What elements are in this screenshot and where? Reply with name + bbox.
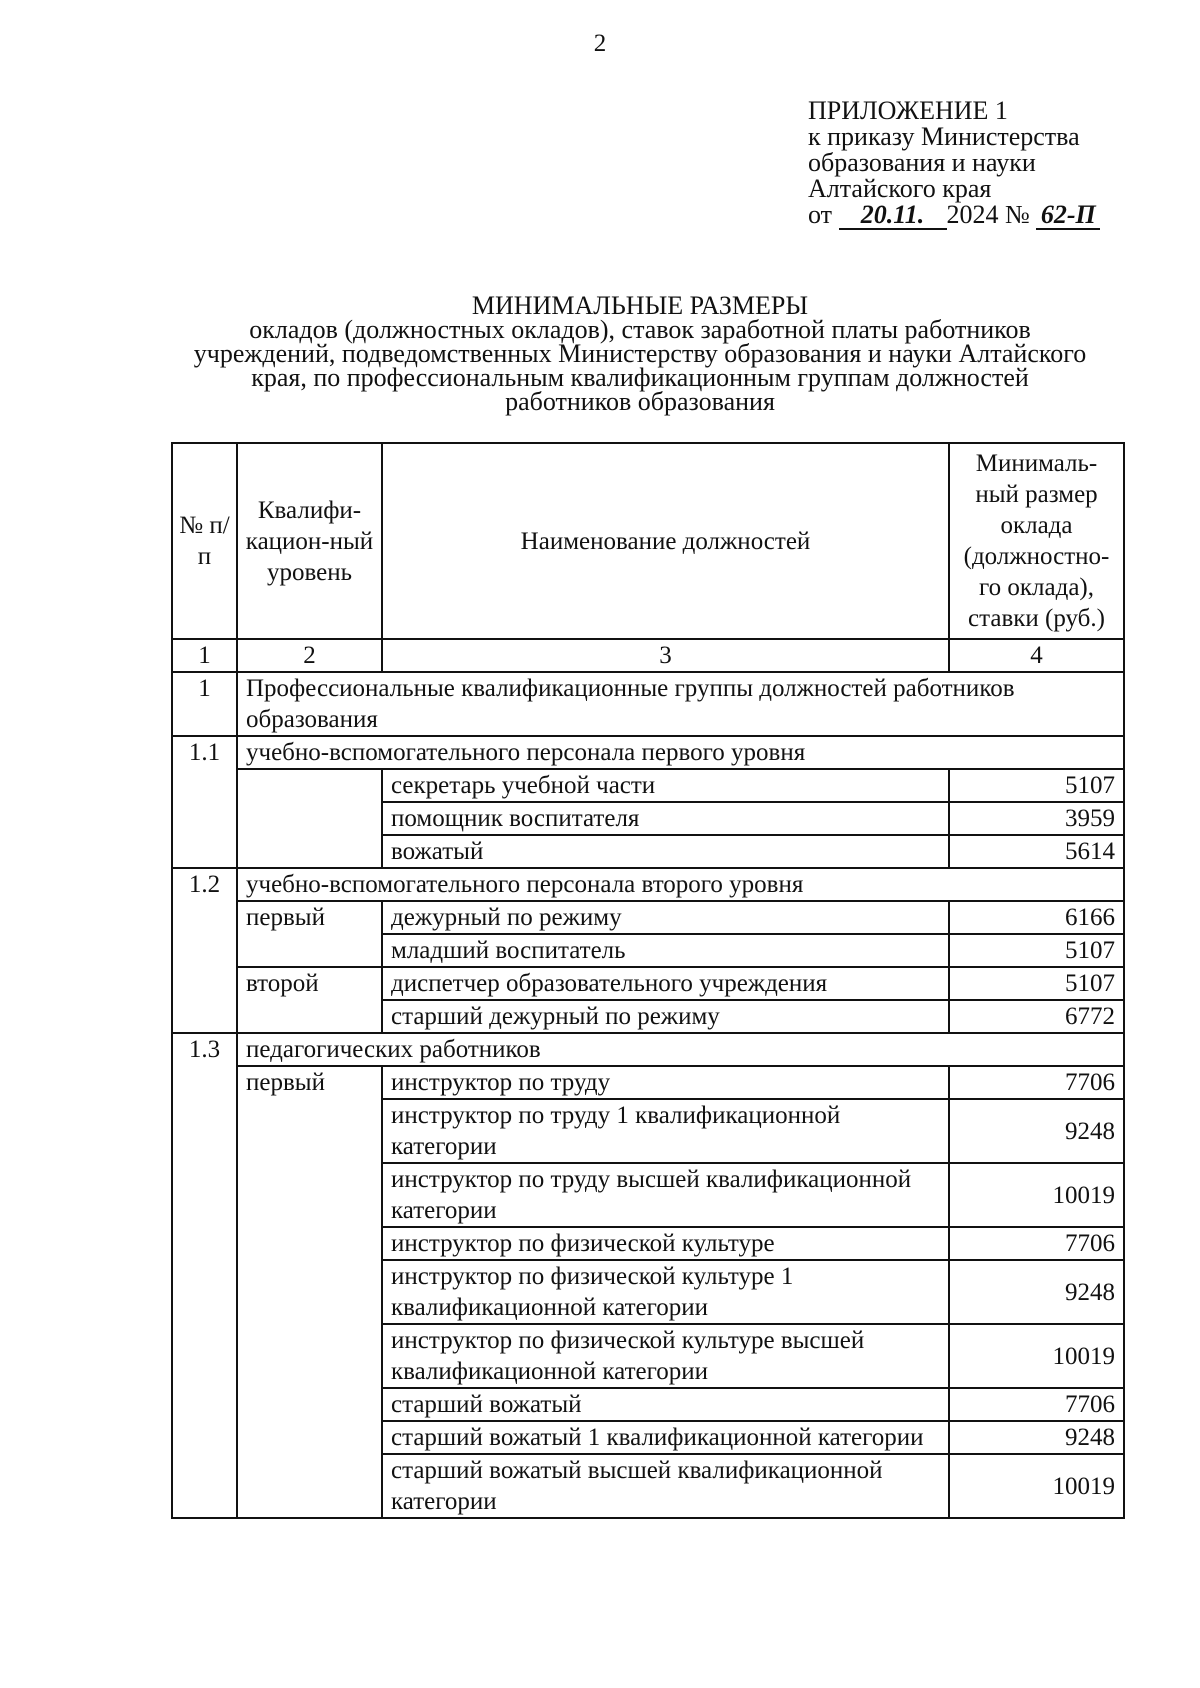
appendix-line-3: Алтайского края [808,174,992,203]
appendix-date-line [808,202,1188,230]
position-name: дежурный по режиму [382,901,949,934]
table-row [172,1324,1124,1388]
table-row [172,835,1124,868]
salary-value: 3959 [949,802,1124,835]
salary-value: 7706 [949,1388,1124,1421]
position-name: инструктор по труду 1 квалификационной категории [382,1099,949,1163]
position-name: помощник воспитателя [382,802,949,835]
date-prefix: от [808,200,833,229]
header-min-salary: Минималь-ный размер оклада (должностно-го оклада), ставки (руб.) [949,443,1124,639]
column-number: 1 [172,639,237,672]
table-row [172,1000,1124,1033]
table-row [172,1421,1124,1454]
qualification-level: первый [237,901,382,934]
column-number: 2 [237,639,382,672]
position-name: секретарь учебной части [382,769,949,802]
salary-table [171,442,1125,1519]
appendix-line-2: образования и науки [808,148,1036,177]
section-title: учебно-вспомогательного персонала второго уровня [237,868,1124,901]
table-header-row [172,443,1124,639]
handwritten-order-number: 62-П [1036,202,1100,230]
group-title: Профессиональные квалификационные группы должностей работников образования [237,672,1124,736]
header-number: № п/п [172,443,237,639]
table-row [172,934,1124,967]
section-row [172,1033,1124,1066]
salary-value: 10019 [949,1163,1124,1227]
position-name: старший вожатый высшей квалификационной категории [382,1454,949,1518]
column-number: 4 [949,639,1124,672]
position-name: инструктор по труду [382,1066,949,1099]
position-name: младший воспитатель [382,934,949,967]
position-name: инструктор по физической культуре [382,1227,949,1260]
table-row [172,1066,1124,1099]
salary-value: 5107 [949,934,1124,967]
position-name: инструктор по физической культуре высшей квалификационной категории [382,1324,949,1388]
position-name: инструктор по труду высшей квалификационной категории [382,1163,949,1227]
document-title: МИНИМАЛЬНЫЕ РАЗМЕРЫ [471,291,809,320]
document-subtitle-line-1: окладов (должностных окладов), ставок заработной платы работников [249,315,1031,344]
header-qualification-level: Квалифи-кацион-ный уровень [237,443,382,639]
salary-value: 6166 [949,901,1124,934]
document-subtitle-line-4: работников образования [505,387,775,416]
salary-value: 7706 [949,1066,1124,1099]
position-name: инструктор по физической культуре 1 квалификационной категории [382,1260,949,1324]
table-row [172,1163,1124,1227]
salary-value: 9248 [949,1260,1124,1324]
salary-value: 5107 [949,769,1124,802]
qualification-level: первый [237,1066,382,1099]
group-number: 1 [172,672,237,736]
appendix-block [808,98,1188,230]
qualification-level: второй [237,967,382,1000]
table-row [172,769,1124,802]
salary-value: 10019 [949,1324,1124,1388]
page-number: 2 [593,30,607,57]
table-row [172,1454,1124,1518]
table-row [172,802,1124,835]
salary-value: 5614 [949,835,1124,868]
table-row [172,1260,1124,1324]
table-row [172,901,1124,934]
document-subtitle-line-2: учреждений, подведомственных Министерству образования и науки Алтайского [193,339,1087,368]
date-year: 2024 № [946,200,1030,229]
handwritten-date: 20.11. [839,202,947,230]
position-name: старший дежурный по режиму [382,1000,949,1033]
position-name: вожатый [382,835,949,868]
section-title: педагогических работников [237,1033,1124,1066]
appendix-title: ПРИЛОЖЕНИЕ 1 [808,96,1008,125]
salary-value: 7706 [949,1227,1124,1260]
document-title-block [150,291,1130,416]
salary-value: 10019 [949,1454,1124,1518]
appendix-line-1: к приказу Министерства [808,122,1080,151]
section-title: учебно-вспомогательного персонала первого уровня [237,736,1124,769]
column-number-row [172,639,1124,672]
table-row [172,1227,1124,1260]
document-subtitle-line-3: края, по профессиональным квалификационным группам должностей [251,363,1029,392]
salary-value: 5107 [949,967,1124,1000]
group-row [172,672,1124,736]
section-number: 1.1 [172,736,237,769]
table-row [172,1099,1124,1163]
section-number: 1.3 [172,1033,237,1066]
salary-value: 9248 [949,1421,1124,1454]
table-row [172,1388,1124,1421]
position-name: старший вожатый [382,1388,949,1421]
table-row [172,967,1124,1000]
header-position-name: Наименование должностей [382,443,949,639]
salary-value: 6772 [949,1000,1124,1033]
position-name: диспетчер образовательного учреждения [382,967,949,1000]
section-row [172,868,1124,901]
section-number: 1.2 [172,868,237,901]
position-name: старший вожатый 1 квалификационной категории [382,1421,949,1454]
column-number: 3 [382,639,949,672]
section-row [172,736,1124,769]
salary-value: 9248 [949,1099,1124,1163]
